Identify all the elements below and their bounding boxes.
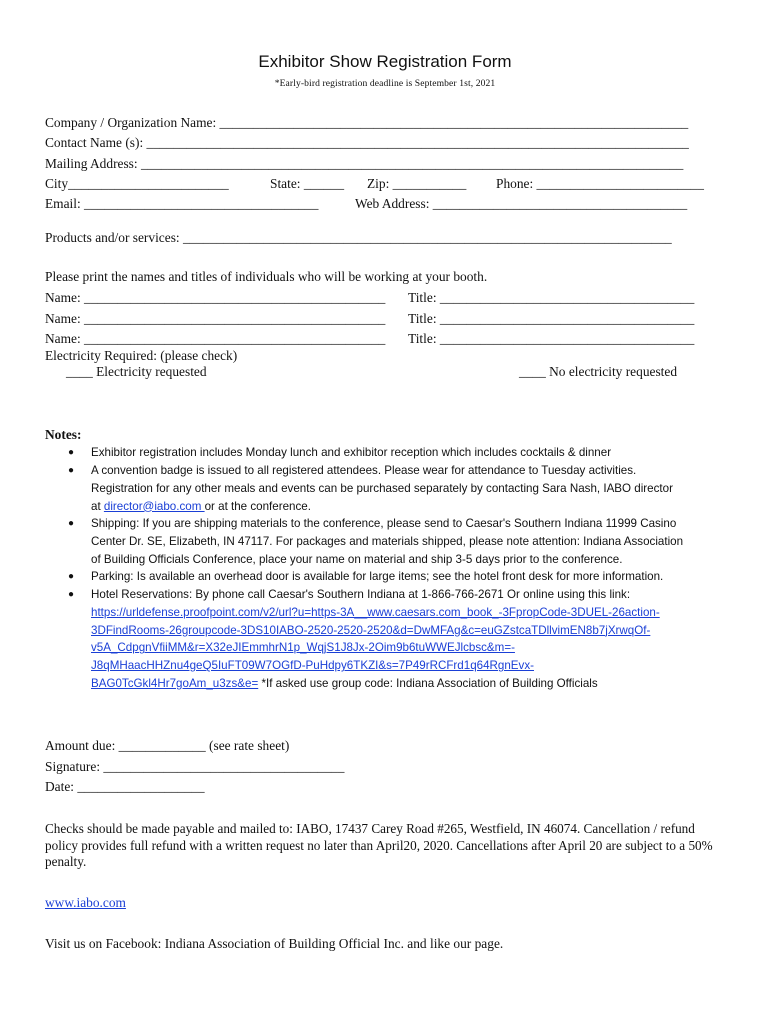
no-electricity-checkbox[interactable]: ____ No electricity requested [519, 364, 678, 379]
hotel-booking-link[interactable]: v5A_CdpgnVfiiMM&r=X32eJIEmmhrN1p_WqjS1J8Jx-2Oim9b6tuWWEJlcbsc&m=- [91, 641, 515, 655]
contact-field[interactable]: Contact Name (s): _________________________________________________________________________________ [45, 135, 689, 150]
note-shipping [91, 515, 683, 568]
booth-name-field[interactable]: Name: _____________________________________________ [45, 311, 386, 326]
amount-due-field[interactable]: Amount due: _____________ (see rate sheet) [45, 738, 290, 753]
note-parking [91, 568, 663, 586]
form-title: Exhibitor Show Registration Form [258, 52, 512, 71]
note-line: Exhibitor registration includes Monday lunch and exhibitor reception which includes cocktails & dinner [91, 446, 612, 459]
facebook-note: Visit us on Facebook: Indiana Association of Building Official Inc. and like our page. [45, 936, 504, 951]
bullet-icon: ● [68, 589, 75, 600]
bullet-icon: ● [68, 518, 75, 529]
hotel-booking-link[interactable]: BAG0TcGkl4Hr7goAm_u3zs&e= [91, 676, 259, 690]
note-line: of Building Officials Conference, place your name on material and ship 3-5 days prior to the conference. [91, 552, 623, 566]
note-badge [91, 462, 673, 515]
note-line [91, 498, 673, 516]
bullet-icon: ● [68, 571, 75, 582]
bullet-icon: ● [68, 465, 75, 476]
state-field[interactable]: State: ______ [270, 176, 345, 191]
checks-paragraph: Checks should be made payable and mailed to: IABO, 17437 Carey Road #265, Westfield, IN 46074. Cancellation / refund policy provides full refund with a written request no later than April20, 2020. Cancellations after April 20 are subject to a 50% penalty. [45, 821, 713, 869]
early-bird-note: *Early-bird registration deadline is September 1st, 2021 [274, 78, 496, 89]
booth-title-field[interactable]: Title: ______________________________________ [408, 311, 695, 326]
city-field[interactable]: City________________________ [45, 176, 229, 191]
hotel-booking-link[interactable]: 3DFindRooms-26groupcode-3DS10IABO-2520-2520-2520&d=DwMFAg&c=euGZstcaTDllvimEN8b7jXrwqOf- [91, 623, 651, 637]
bullet-icon: ● [68, 447, 75, 458]
web-address-field[interactable]: Web Address: ______________________________________ [355, 196, 688, 211]
note-lunch [91, 444, 611, 462]
director-email-link[interactable]: director@iabo.com [103, 499, 205, 513]
notes-heading: Notes: [45, 427, 82, 442]
note-line: Center Dr. SE, Elizabeth, IN 47117. For packages and materials shipped, please note attention: Indiana Association [91, 534, 684, 548]
booth-title-field[interactable]: Title: ______________________________________ [408, 331, 695, 346]
group-code-text: *If asked use group code: Indiana Association of Building Officials [258, 676, 598, 690]
phone-field[interactable]: Phone: _________________________ [496, 176, 704, 191]
zip-field[interactable]: Zip: ___________ [367, 176, 467, 191]
signature-field[interactable]: Signature: ____________________________________ [45, 759, 345, 774]
date-field[interactable]: Date: ___________________ [45, 779, 205, 794]
email-field[interactable]: Email: ___________________________________ [45, 196, 319, 211]
note-line: Hotel Reservations: By phone call Caesar's Southern Indiana at 1-866-766-2671 Or online using this link: [91, 588, 631, 601]
booth-name-field[interactable]: Name: _____________________________________________ [45, 331, 386, 346]
mailing-address-field[interactable]: Mailing Address: _________________________________________________________________________________ [45, 156, 684, 171]
website-link[interactable]: www.iabo.com [45, 895, 126, 910]
products-field[interactable]: Products and/or services: _________________________________________________________________________ [45, 230, 672, 245]
note-line: Shipping: If you are shipping materials to the conference, please send to Caesar's Southern Indiana 11999 Casino [91, 517, 677, 530]
note-line: A convention badge is issued to all registered attendees. Please wear for attendance to Tuesday activities. [91, 464, 637, 477]
hotel-booking-link[interactable]: https://urldefense.proofpoint.com/v2/url?u=https-3A__www.caesars.com_book_-3FpropCode-3DUEL-26action- [91, 605, 660, 619]
note-line: Parking: Is available an overhead door is available for large items; see the hotel front desk for more information. [91, 570, 664, 583]
note-line [91, 675, 660, 693]
electricity-requested-checkbox[interactable]: ____ Electricity requested [66, 364, 207, 379]
note-line: Registration for any other meals and events can be purchased separately by contacting Sara Nash, IABO director [91, 481, 673, 495]
booth-instruction: Please print the names and titles of individuals who will be working at your booth. [45, 269, 488, 284]
company-field[interactable]: Company / Organization Name: ______________________________________________________________________ [45, 115, 689, 130]
booth-name-field[interactable]: Name: _____________________________________________ [45, 290, 386, 305]
electricity-heading: Electricity Required: (please check) [45, 348, 238, 363]
booth-title-field[interactable]: Title: ______________________________________ [408, 290, 695, 305]
note-text: or at the conference. [204, 499, 311, 513]
note-hotel [91, 586, 660, 693]
note-text: at [91, 499, 104, 513]
hotel-booking-link[interactable]: J8qMHaacHHZnu4geQ5IuFT09W7OGfD-PuHdpy6TKZI&s=7P49rRCFrd1q64RgnEvx- [91, 659, 534, 673]
